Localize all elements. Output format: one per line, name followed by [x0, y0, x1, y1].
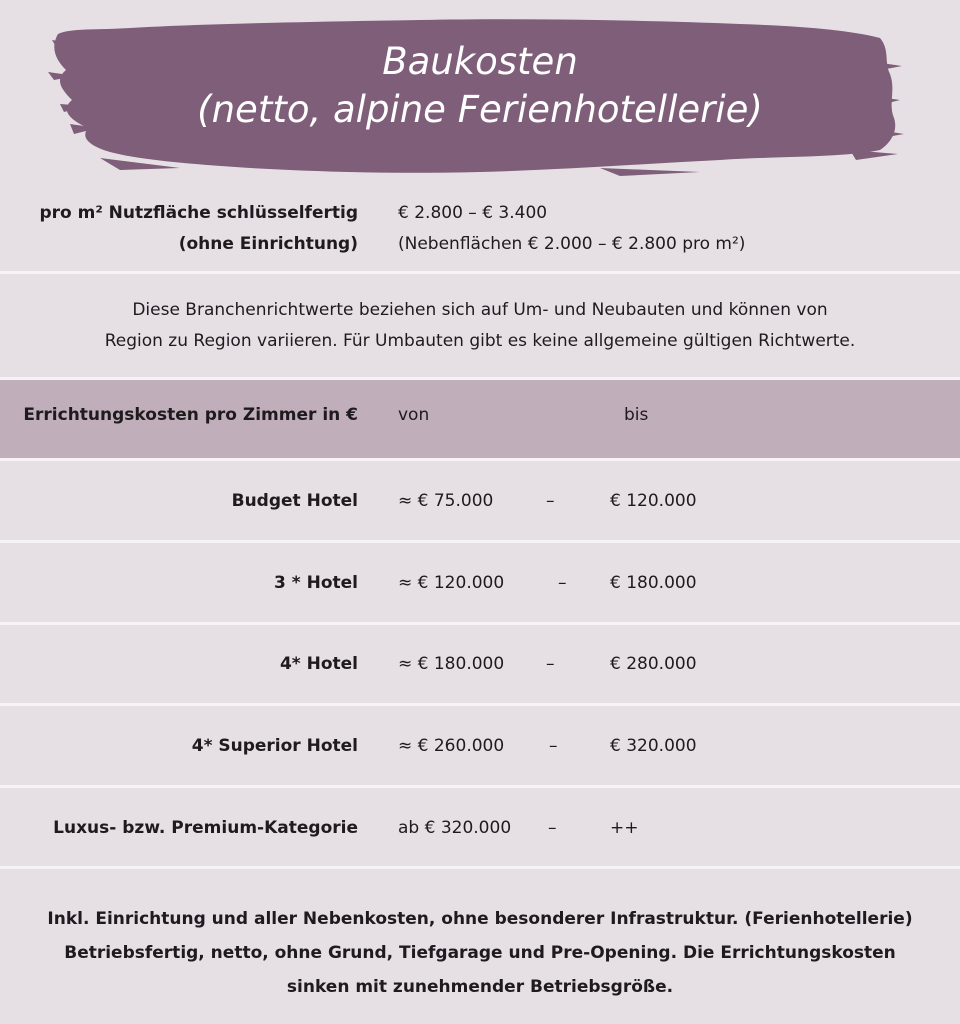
row-label: Luxus- bzw. Premium-Kategorie: [53, 818, 358, 838]
table-header-from: von: [398, 405, 430, 425]
row-from-value: ≈ € 120.000: [398, 573, 505, 593]
row-label: 3 * Hotel: [274, 573, 358, 593]
row-from-value: ≈ € 180.000: [398, 654, 505, 674]
row-dash: –: [546, 654, 555, 674]
divider: [0, 866, 960, 869]
row-to-value: € 180.000: [610, 573, 697, 593]
divider: [0, 540, 960, 543]
row-from-value: ≈ € 260.000: [398, 736, 505, 756]
divider: [0, 785, 960, 788]
footer-line-3: sinken mit zunehmender Betriebsgröße.: [286, 977, 674, 997]
row-label: Budget Hotel: [231, 491, 358, 511]
note-line-2: Region zu Region variieren. Für Umbauten gibt es keine allgemeine gültigen Richtwerte.: [104, 331, 856, 351]
table-header-label: Errichtungskosten pro Zimmer in €: [23, 405, 358, 425]
footer-note: [0, 902, 960, 1004]
row-label: 4* Hotel: [279, 654, 358, 674]
table-header-to: bis: [624, 405, 649, 425]
divider: [0, 622, 960, 625]
row-to-value: € 320.000: [610, 736, 697, 756]
row-label: 4* Superior Hotel: [191, 736, 358, 756]
header-banner: [0, 0, 960, 190]
footer-line-2: Betriebsfertig, netto, ohne Grund, Tiefgarage und Pre-Opening. Die Errichtungskosten: [64, 943, 896, 963]
intro-value-1: € 2.800 – € 3.400: [398, 203, 548, 223]
row-to-value: ++: [610, 818, 639, 838]
divider: [0, 271, 960, 274]
row-dash: –: [548, 818, 557, 838]
intro-label-2: (ohne Einrichtung): [178, 234, 358, 254]
intro-value-2: (Nebenflächen € 2.000 – € 2.800 pro m²): [398, 234, 746, 254]
title-line-1: Baukosten: [382, 40, 578, 83]
intro-label-1: pro m² Nutzfläche schlüsselfertig: [39, 203, 358, 223]
divider: [0, 703, 960, 706]
row-to-value: € 120.000: [610, 491, 697, 511]
note-line-1: Diese Branchenrichtwerte beziehen sich auf Um- und Neubauten und können von: [132, 300, 828, 320]
row-from-value: ≈ € 75.000: [398, 491, 494, 511]
row-dash: –: [549, 736, 558, 756]
row-dash: –: [558, 573, 567, 593]
title-line-2: (netto, alpine Ferienhotellerie): [197, 88, 763, 131]
page-title: [0, 38, 960, 134]
footer-line-1: Inkl. Einrichtung und aller Nebenkosten, ohne besonderer Infrastruktur. (Ferienhotellerie): [47, 909, 913, 929]
row-dash: –: [546, 491, 555, 511]
row-to-value: € 280.000: [610, 654, 697, 674]
row-from-value: ab € 320.000: [398, 818, 512, 838]
